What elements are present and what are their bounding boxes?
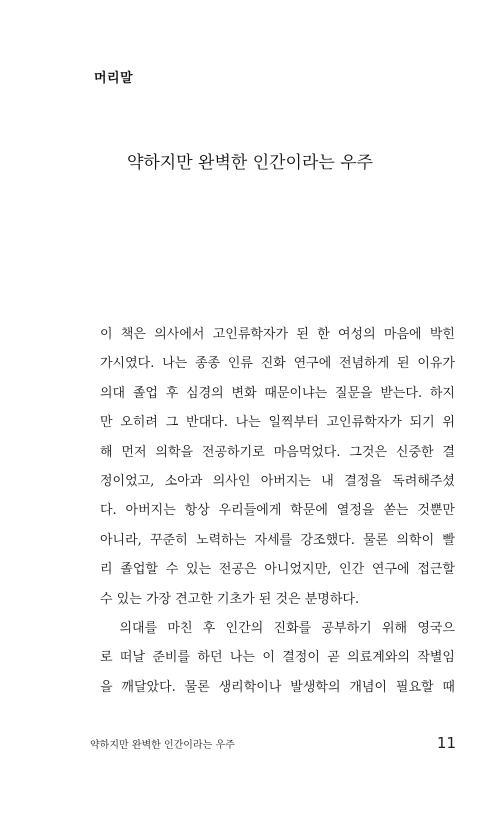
paragraph-1 <box>100 320 455 614</box>
text-line: 리 졸업할 수 있는 전공은 아니었지만, 인간 연구에 접근할 <box>100 562 455 578</box>
text-line: 을 깨달았다. 물론 생리학이나 발생학의 개념이 필요할 때 <box>100 679 455 695</box>
text-line: 의대를 마친 후 인간의 진화를 공부하기 위해 영국으 <box>119 621 455 637</box>
text-line: 해 먼저 의학을 전공하기로 마음먹었다. 그것은 신중한 결 <box>100 444 455 460</box>
body-text <box>100 320 455 702</box>
text-line: 아니라, 꾸준히 노력하는 자세를 강조했다. 물론 의학이 빨 <box>100 532 455 548</box>
text-line: 이 책은 의사에서 고인류학자가 된 한 여성의 마음에 박힌 <box>100 327 455 342</box>
text-line: 의대 졸업 후 심경의 변화 때문이냐는 질문을 받는다. 하지 <box>100 385 455 401</box>
text-line: 만 오히려 그 반대다. 나는 일찍부터 고인류학자가 되기 위 <box>100 415 455 431</box>
text-line: 가시였다. 나는 종종 인류 진화 연구에 전념하게 된 이유가 <box>100 356 455 372</box>
page-footer <box>90 734 456 752</box>
running-title: 약하지만 완벽한 인간이라는 우주 <box>90 740 235 751</box>
text-line: 로 떠날 준비를 하던 나는 이 결정이 곧 의료계와의 작별임 <box>100 650 455 666</box>
text-line: 정이었고, 소아과 의사인 아버지는 내 결정을 독려해주셨 <box>100 474 455 490</box>
section-label: 머리말 <box>94 71 134 86</box>
page-number: 11 <box>436 734 456 752</box>
text-line: 다. 아버지는 항상 우리들에게 학문에 열정을 쏟는 것뿐만 <box>100 503 455 519</box>
text-line: 수 있는 가장 견고한 기초가 된 것은 분명하다. <box>100 591 360 607</box>
chapter-title: 약하지만 완벽한 인간이라는 우주 <box>126 153 374 173</box>
paragraph-2 <box>100 614 455 702</box>
